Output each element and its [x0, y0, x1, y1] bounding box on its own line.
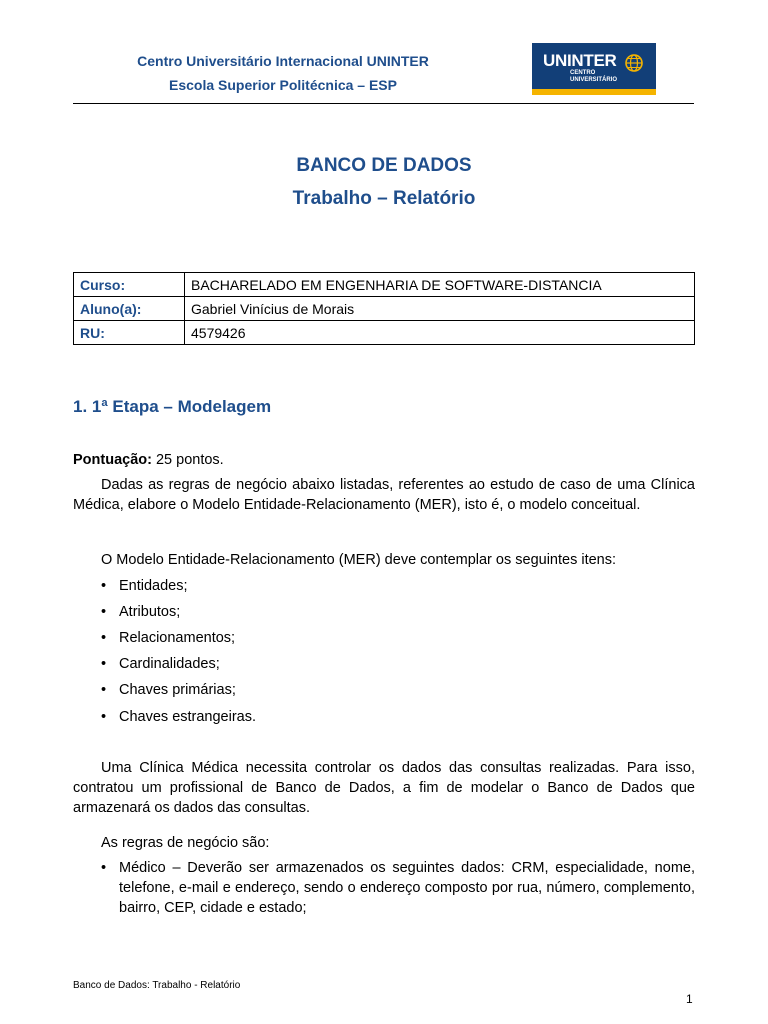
document-subtitle: Trabalho – Relatório	[292, 188, 476, 209]
document-title: BANCO DE DADOS	[296, 155, 472, 176]
course-value: BACHARELADO EM ENGENHARIA DE SOFTWARE-DISTANCIA	[185, 273, 695, 297]
logo-subtitle: CENTRO UNIVERSITÁRIO	[570, 70, 618, 83]
list-item: • Relacionamentos;	[119, 628, 235, 648]
score-line	[73, 450, 695, 470]
logo-wordmark: UNINTER	[543, 51, 617, 70]
list-item: • Chaves primárias;	[119, 680, 236, 700]
list-item: • Entidades;	[119, 576, 188, 596]
score-value: 25 pontos.	[151, 452, 224, 468]
school-name: Escola Superior Politécnica – ESP	[169, 77, 397, 93]
list-item: • Atributos;	[119, 602, 180, 622]
intro-paragraph: Dadas as regras de negócio abaixo listadas, referentes ao estudo de caso de uma Clínica Médica, elabore o Modelo Entidade-Relacionamento (MER), isto é, o modelo conceitual.	[73, 477, 695, 513]
table-row	[74, 321, 695, 345]
header-divider	[73, 103, 694, 104]
table-row	[74, 273, 695, 297]
list-item: • Cardinalidades;	[119, 654, 220, 674]
ru-value: 4579426	[185, 321, 695, 345]
section-heading: 1. 1ª Etapa – Modelagem	[73, 397, 272, 416]
institution-name: Centro Universitário Internacional UNINTER	[137, 53, 429, 69]
ru-label: RU:	[74, 321, 185, 345]
score-label: Pontuação:	[73, 452, 152, 468]
rules-intro: As regras de negócio são:	[101, 835, 270, 851]
rule-item-medico	[101, 858, 695, 918]
student-label: Aluno(a):	[74, 297, 185, 321]
course-label: Curso:	[74, 273, 185, 297]
logo-accent-bar	[532, 89, 656, 95]
bullet-icon: •	[101, 860, 107, 876]
student-value: Gabriel Vinícius de Morais	[185, 297, 695, 321]
mer-intro: O Modelo Entidade-Relacionamento (MER) deve contemplar os seguintes itens:	[101, 552, 617, 568]
footer-label: Banco de Dados: Trabalho - Relatório	[73, 980, 241, 991]
uninter-logo	[532, 43, 656, 95]
list-item: • Chaves estrangeiras.	[119, 707, 256, 727]
table-row	[74, 297, 695, 321]
rule-text: Médico – Deverão ser armazenados os seguintes dados: CRM, especialidade, nome, telefone, e-mail e endereço, sendo o endereço composto por rua, número, complemento, bairro, CEP, cidade e estado;	[119, 860, 695, 916]
case-paragraph: Uma Clínica Médica necessita controlar os dados das consultas realizadas. Para isso, contratou um profissional de Banco de Dados, a fim de modelar o Banco de Dados que armazenará os dados das consultas.	[73, 760, 695, 816]
globe-icon	[624, 53, 644, 73]
student-info-table	[73, 272, 695, 345]
page-number: 1	[686, 992, 693, 1006]
